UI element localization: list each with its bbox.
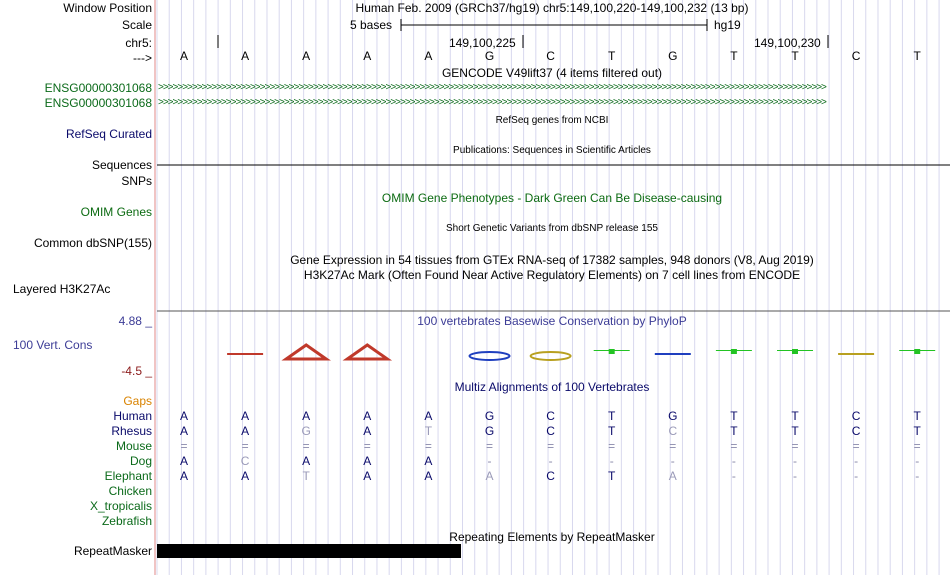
alignment-base: =: [485, 439, 493, 453]
assembly-position: Human Feb. 2009 (GRCh37/hg19) chr5:149,100,220-149,100,232 (13 bp): [355, 1, 749, 15]
chromosome-label: chr5:: [125, 36, 152, 50]
alignment-base: T: [730, 409, 738, 423]
species-label[interactable]: Dog: [129, 454, 152, 468]
conservation-glyph: [227, 353, 263, 355]
conservation-glyph: [792, 349, 798, 354]
alignment-base: C: [668, 424, 678, 438]
scale-text: 5 bases: [350, 18, 393, 32]
conservation-glyph: [531, 352, 571, 360]
alignment-base: -: [731, 469, 736, 483]
strand-label: --->: [133, 51, 152, 65]
species-label[interactable]: Mouse: [115, 439, 152, 453]
scale-db: hg19: [714, 18, 741, 32]
repeatmasker-track-label[interactable]: RepeatMasker: [73, 544, 152, 558]
alignment-base: =: [241, 439, 249, 453]
alignment-base: -: [487, 454, 492, 468]
window-position-label: Window Position: [63, 1, 152, 15]
conservation-glyph: [609, 349, 615, 354]
alignment-base: A: [302, 454, 311, 468]
h3k27ac-track-title: H3K27Ac Mark (Often Found Near Active Regulatory Elements) on 7 cell lines from ENCODE: [303, 268, 801, 282]
alignment-base: -: [854, 469, 859, 483]
alignment-base: A: [363, 424, 372, 438]
alignment-base: -: [609, 454, 614, 468]
species-label[interactable]: Zebrafish: [101, 514, 152, 528]
coordinate-label-2: 149,100,230: [754, 36, 821, 50]
alignment-base: A: [424, 409, 433, 423]
conservation-glyph: [470, 352, 510, 360]
base-letter: A: [363, 49, 372, 63]
alignment-base: =: [730, 439, 738, 453]
alignment-base: A: [302, 409, 311, 423]
alignment-base: G: [484, 409, 495, 423]
alignment-base: A: [241, 424, 250, 438]
alignment-base: =: [363, 439, 371, 453]
omim-track-title: OMIM Gene Phenotypes - Dark Green Can Be Disease-causing: [381, 191, 723, 205]
base-letter: C: [851, 49, 861, 63]
alignment-base: -: [793, 454, 797, 468]
alignment-base: A: [179, 469, 188, 483]
alignment-base: -: [548, 454, 553, 468]
gtex-track-title: Gene Expression in 54 tissues from GTEx RNA-seq of 17382 samples, 948 donors (V8, Aug 2019): [290, 253, 814, 267]
alignment-base: -: [670, 454, 675, 468]
alignment-base: =: [669, 439, 677, 453]
alignment-base: =: [424, 439, 432, 453]
scale-label: Scale: [121, 18, 152, 32]
alignment-base: T: [791, 424, 799, 438]
alignment-base: G: [668, 409, 678, 423]
conservation-glyph: [838, 353, 874, 355]
alignment-base: -: [915, 469, 920, 483]
alignment-base: T: [608, 409, 616, 423]
alignment-base: A: [179, 409, 188, 423]
gene-arrow-row-1[interactable]: >>>>>>>>>>>>>>>>>>>>>>>>>>>>>>>>>>>>>>>>>>>>>>>>>>>>>>>>>>>>>>>>>>>>>>>>>>>>>>>>>>>>>>>>>>>>>>>>>>>>>>>>>>>>>>>>>>>>>>>>>>>>>>>>>>>>>>>>>>: [158, 82, 826, 93]
gene-arrow-row-2[interactable]: >>>>>>>>>>>>>>>>>>>>>>>>>>>>>>>>>>>>>>>>>>>>>>>>>>>>>>>>>>>>>>>>>>>>>>>>>>>>>>>>>>>>>>>>>>>>>>>>>>>>>>>>>>>>>>>>>>>>>>>>>>>>>>>>>>>>>>>>>>: [158, 97, 826, 108]
alignment-base: A: [363, 469, 372, 483]
alignment-base: G: [301, 424, 311, 438]
alignment-base: -: [915, 454, 920, 468]
multiz-track-title: Multiz Alignments of 100 Vertebrates: [454, 380, 650, 394]
base-letter: A: [179, 49, 188, 63]
conservation-glyph: [286, 345, 326, 359]
alignment-base: C: [240, 454, 250, 468]
alignment-base: -: [731, 454, 736, 468]
alignment-base: C: [546, 469, 555, 483]
alignment-base: A: [179, 424, 188, 438]
alignment-base: A: [424, 454, 433, 468]
base-letter: T: [608, 49, 616, 63]
alignment-base: C: [851, 424, 861, 438]
omim-track-label[interactable]: OMIM Genes: [80, 205, 152, 219]
species-label[interactable]: Gaps: [123, 394, 152, 408]
alignment-base: A: [363, 409, 372, 423]
alignment-base: A: [485, 469, 494, 483]
conservation-glyph: [731, 349, 737, 354]
alignment-base: G: [484, 424, 495, 438]
base-letter: A: [241, 49, 250, 63]
conservation-min-label: -4.5 _: [121, 364, 152, 378]
base-letter: T: [791, 49, 799, 63]
conservation-glyph: [347, 345, 387, 359]
coordinate-label-1: 149,100,225: [449, 36, 516, 50]
conservation-track-label[interactable]: 100 Vert. Cons: [13, 338, 93, 352]
alignment-base: T: [608, 424, 616, 438]
species-label[interactable]: X_tropicalis: [89, 499, 152, 513]
alignment-base: T: [913, 409, 921, 423]
conservation-glyph: [655, 353, 691, 355]
alignment-base: =: [608, 439, 616, 453]
base-letter: A: [424, 49, 433, 63]
alignment-base: T: [730, 424, 738, 438]
dbsnp-track-title: Short Genetic Variants from dbSNP release 155: [446, 223, 658, 234]
alignment-base: -: [854, 454, 859, 468]
alignment-base: A: [241, 469, 250, 483]
base-letter: A: [302, 49, 311, 63]
alignment-base: A: [668, 469, 677, 483]
base-letter: G: [484, 49, 495, 63]
alignment-base: T: [424, 424, 433, 438]
alignment-base: A: [424, 469, 433, 483]
alignment-base: T: [608, 469, 616, 483]
alignment-base: =: [852, 439, 860, 453]
base-letter: T: [913, 49, 921, 63]
refseq-track-title: RefSeq genes from NCBI: [495, 115, 609, 126]
alignment-base: =: [180, 439, 188, 453]
alignment-base: -: [793, 469, 797, 483]
snps-track-label[interactable]: SNPs: [121, 174, 152, 188]
alignment-base: A: [363, 454, 372, 468]
publications-track-title: Publications: Sequences in Scientific Articles: [453, 145, 651, 156]
alignment-base: =: [302, 439, 310, 453]
alignment-base: C: [546, 424, 555, 438]
h3k27ac-track-label[interactable]: Layered H3K27Ac: [13, 282, 111, 296]
alignment-base: T: [791, 409, 799, 423]
alignment-base: T: [302, 469, 310, 483]
alignment-base: =: [791, 439, 799, 453]
alignment-base: =: [547, 439, 555, 453]
alignment-base: =: [913, 439, 921, 453]
alignment-base: A: [241, 409, 250, 423]
species-label[interactable]: Elephant: [104, 469, 152, 483]
species-label[interactable]: Human: [113, 409, 152, 423]
refseq-track-label[interactable]: RefSeq Curated: [65, 127, 152, 141]
species-label[interactable]: Rhesus: [111, 424, 152, 438]
repeatmasker-track-title: Repeating Elements by RepeatMasker: [449, 530, 655, 544]
species-label[interactable]: Chicken: [108, 484, 152, 498]
alignment-base: C: [851, 409, 861, 423]
repeatmasker-block: [157, 544, 461, 558]
dbsnp-track-label[interactable]: Common dbSNP(155): [33, 236, 152, 250]
base-letter: T: [730, 49, 738, 63]
alignment-base: A: [179, 454, 188, 468]
gencode-track-title: GENCODE V49lift37 (4 items filtered out): [441, 66, 663, 80]
sequences-track-label[interactable]: Sequences: [91, 158, 152, 172]
conservation-glyph: [914, 349, 920, 354]
base-letter: C: [546, 49, 555, 63]
base-letter: G: [668, 49, 678, 63]
alignment-base: C: [546, 409, 555, 423]
conservation-track-title: 100 vertebrates Basewise Conservation by PhyloP: [417, 314, 687, 328]
gene-label-1[interactable]: ENSG00000301068: [44, 81, 152, 95]
alignment-base: T: [913, 424, 921, 438]
conservation-max-label: 4.88 _: [118, 314, 152, 328]
gene-label-2[interactable]: ENSG00000301068: [44, 96, 152, 110]
